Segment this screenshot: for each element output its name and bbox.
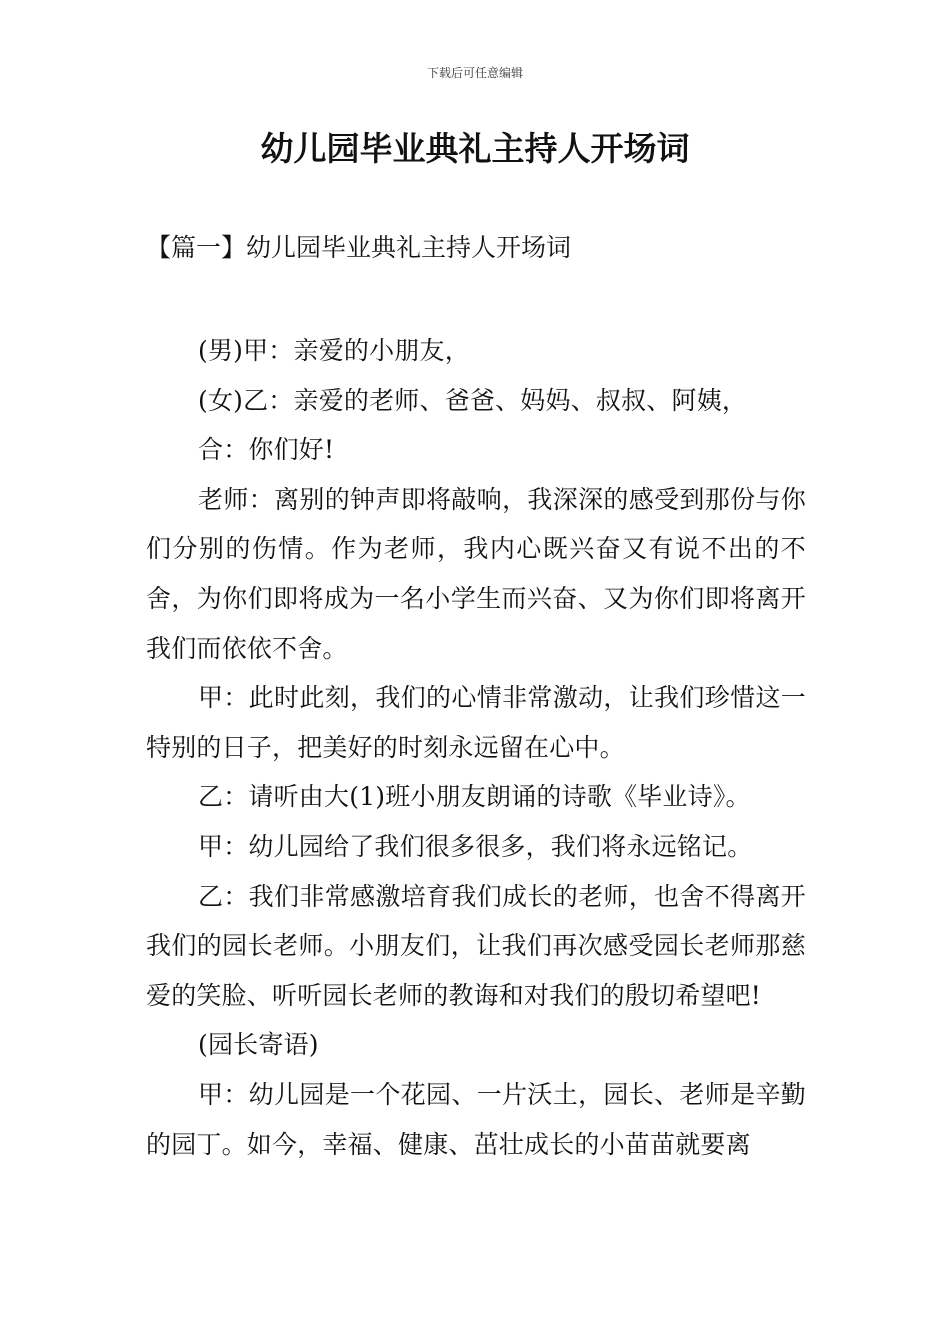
paragraph: 乙：我们非常感激培育我们成长的老师，也舍不得离开我们的园长老师。小朋友们，让我们再次感受园长老师那慈爱的笑脸、听听园长老师的教诲和对我们的殷切希望吧!: [146, 881, 806, 1010]
paragraph: (女)乙：亲爱的老师、爸爸、妈妈、叔叔、阿姨，: [198, 385, 748, 415]
body-text: [146, 326, 806, 1169]
header-note: 下载后可任意编辑: [426, 66, 523, 80]
paragraph: 合：你们好!: [198, 435, 335, 465]
paragraph: 乙：请听由大(1)班小朋友朗诵的诗歌《毕业诗》。: [198, 782, 751, 812]
paragraph: 甲：幼儿园是一个花园、一片沃土，园长、老师是辛勤的园丁。如今，幸福、健康、茁壮成长的小苗苗就要离: [146, 1079, 806, 1159]
document-title: 幼儿园毕业典礼主持人开场词: [260, 129, 690, 168]
paragraph: 甲：此时此刻，我们的心情非常激动，让我们珍惜这一特别的日子，把美好的时刻永远留在心中。: [146, 683, 806, 762]
paragraph: (园长寄语): [198, 1030, 319, 1060]
paragraph: 甲：幼儿园给了我们很多很多，我们将永远铭记。: [198, 831, 753, 861]
paragraph: 老师：离别的钟声即将敲响，我深深的感受到那份与你们分别的伤情。作为老师，我内心既兴奋又有说不出的不舍，为你们即将成为一名小学生而兴奋、又为你们即将离开我们而依依不舍。: [146, 484, 806, 663]
section-heading: 【篇一】幼儿园毕业典礼主持人开场词: [146, 233, 572, 262]
paragraph: (男)甲：亲爱的小朋友，: [198, 336, 470, 365]
